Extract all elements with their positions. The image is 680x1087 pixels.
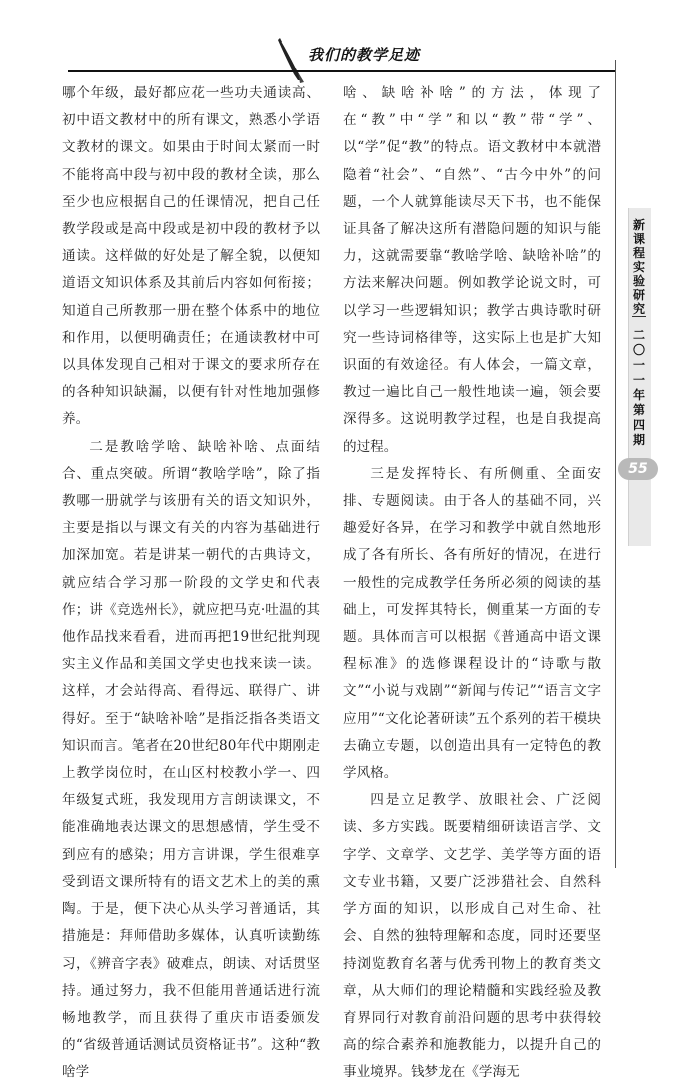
pen-icon: [276, 36, 310, 84]
side-divider: [632, 316, 646, 317]
journal-char: 实: [632, 260, 645, 274]
running-header: 我们的教学足迹: [308, 46, 421, 64]
issue-char: 第: [632, 403, 645, 417]
paragraph: 哪个年级，最好都应花一些功夫通读高、初中语文教材中的所有课文，熟悉小学语文教材的课文。如果由于时间太紧而一时不能将高中段与初中段的教材全读，那么至少也应根据自己的任课情况，把自己任教学段或是高中段或是初中段的教材予以通读。这样做的好处是了解全貌，以便知道语文知识体系及其前后内容如何衔接；知道自己所教那一册在整个体系中的地位和作用，以便明确责任；在通读教材中可以具体发现自己相对于课文的要求所存在的各种知识缺漏，以便有针对性地加强修养。: [62, 85, 320, 428]
issue-char: 〇: [632, 343, 645, 357]
header-rule: [68, 70, 615, 72]
issue-char: 二: [632, 328, 645, 342]
journal-char: 研: [632, 288, 645, 302]
issue-char: 期: [632, 433, 645, 447]
left-column: [62, 80, 320, 1087]
paragraph: 啥、缺啥补啥”的方法，体现了在“教”中“学”和以“教”带“学”、以“学”促“教”的特点。语文教材中本就潜隐着“社会”、“自然”、“古今中外”的问题，一个人就算能读尽天下书，也不能保证具备了解决这所有潜隐问题的知识与能力，这就需要靠“教啥学啥、缺啥补啥”的方法来解决问题。例如教学论说文时，可以学习一些逻辑知识；教学古典诗歌时研究一些诗词格律等，这实际上也是扩大知识面的有效途径。有人体会，一篇文章，教过一遍比自己一般性地读一遍，领会要深得多。这说明教学过程，也是自我提高的过程。: [343, 85, 601, 455]
journal-char: 验: [632, 274, 645, 288]
paragraph: 四是立足教学、放眼社会、广泛阅读、多方实践。既要精细研读语言学、文字学、文章学、文艺学、美学等方面的语文专业书籍，又要广泛涉猎社会、自然科学方面的知识，以形成自己对生命、社会、自然的独特理解和态度，同时还要坚持浏览教育名著与优秀刊物上的教育类文章，从大师们的理论精髓和实践经验及教育界同行对教育前沿问题的思考中获得较高的综合素养和施教能力，以提升自己的事业境界。钱梦龙在《学海无: [343, 792, 601, 1081]
issue-char: 年: [632, 388, 645, 402]
right-column: [343, 80, 601, 1087]
issue-char: 一: [632, 373, 645, 387]
paragraph: 二是教啥学啥、缺啥补啥、点面结合、重点突破。所谓“教啥学啥”，除了指教哪一册就学与该册有关的语文知识外，主要是指以与课文有关的内容为基础进行加深加宽。若是讲某一朝代的古典诗文，就应结合学习那一阶段的文学史和代表作；讲《竞选州长》，就应把马克·吐温的其他作品找来看看，进而再把19世纪批判现实主义作品和美国文学史也找来读一读。这样，才会站得高、看得远、联得广、讲得好。至于“缺啥补啥”是指泛指各类语文知识而言。笔者在20世纪80年代中期刚走上教学岗位时，在山区村校教小学一、四年级复式班，我发现用方言朗读课文，不能准确地表达课文的思想感情，学生受不到应有的感染；用方言讲课，学生很难享受到语文课所特有的语文艺术上的美的熏陶。于是，便下决心从头学习普通话，其措施是：拜师借助多媒体，认真听读勤练习，《辨音字表》破难点，朗读、对话贯坚持。通过努力，我不但能用普通话进行流畅地教学，而且获得了重庆市语委颁发的“省级普通话测试员资格证书”。这种“教啥学: [62, 438, 320, 1081]
margin-rule: [615, 60, 616, 868]
journal-char: 新: [632, 218, 645, 232]
paragraph: 三是发挥特长、有所侧重、全面安排、专题阅读。由于各人的基础不同，兴趣爱好各异，在学习和教学中就自然地形成了各有所长、各有所好的情况，在进行一般性的完成教学任务所必须的阅读的基础上，可发挥其特长，侧重某一方面的专题。具体而言可以根据《普通高中语文课程标准》的选修课程设计的“诗歌与散文”“小说与戏剧”“新闻与传记”“语言文字应用”“文化论著研读”五个系列的若干模块去确立专题，以创造出具有一定特色的教学风格。: [343, 465, 601, 782]
journal-char: 课: [632, 232, 645, 246]
page-number: 55: [618, 458, 658, 480]
journal-char: 究: [632, 302, 645, 316]
issue-label: [631, 328, 647, 448]
issue-char: 四: [632, 418, 645, 432]
journal-name: [631, 218, 647, 316]
journal-char: 程: [632, 246, 645, 260]
issue-char: 一: [632, 358, 645, 372]
